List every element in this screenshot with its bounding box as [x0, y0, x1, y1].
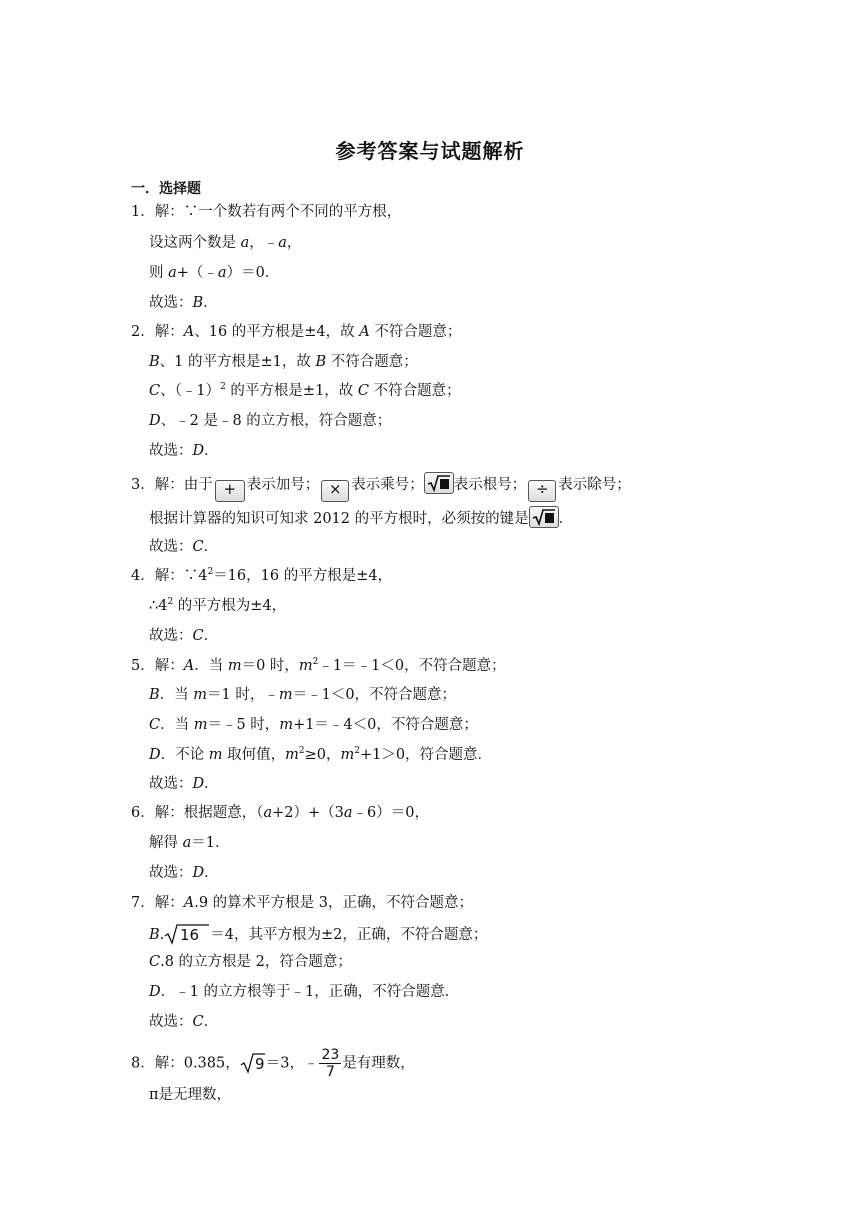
q2-line-5: 故选：D． — [149, 443, 219, 459]
sqrt-key-icon — [529, 506, 559, 528]
svg-text:9: 9 — [254, 1054, 265, 1073]
q1-line-1: 1．解：∵一个数若有两个不同的平方根， — [131, 204, 402, 220]
q7-line-4: D．﹣1 的立方根等于﹣1，正确，不符合题意． — [149, 984, 460, 1000]
section-heading: 一．选择题 — [131, 181, 201, 197]
q2-line-1: 2．解：A、16 的平方根是±4，故 A 不符合题意； — [131, 324, 462, 340]
q6-line-1: 6．解：根据题意，（a+2）+（3a﹣6）＝0， — [131, 805, 429, 821]
q7-line-5: 故选：C． — [149, 1014, 219, 1030]
q4-line-3: 故选：C． — [149, 628, 219, 644]
q2-line-3: C、（﹣1）$^2$ 的平方根是±1，故 C 不符合题意； — [149, 382, 461, 399]
q5-line-4: D．不论 m 取何值，$m^2\ge 0$，$m^2+1>0$，符合题意． — [149, 746, 493, 763]
q3-line-3: 故选：C． — [149, 539, 219, 555]
q8-line-2: π是无理数， — [149, 1087, 232, 1103]
q5-line-1: 5．解：A．当 m＝0 时，$m^2﹣1=﹣1<0$，不符合题意； — [131, 657, 506, 674]
q1-line-4: 故选：B． — [149, 295, 218, 311]
q7-line-3: C.8 的立方根是 2，符合题意； — [149, 954, 352, 970]
q2-line-2: B、1 的平方根是±1，故 B 不符合题意； — [149, 354, 418, 370]
q7-line-2: B. 16 ＝4，其平方根为±2，正确，不符合题意； — [149, 923, 487, 951]
q5-line-2: B．当 m＝1 时，﹣m＝﹣1＜0，不符合题意； — [149, 687, 457, 703]
sqrt-9-radical — [240, 1052, 266, 1080]
page-title: 参考答案与试题解析 — [335, 139, 525, 163]
q5-line-5: 故选：D． — [149, 776, 219, 792]
plus-key-icon: + — [215, 480, 245, 502]
q8-line-1: 8．解：0.385， 9 ＝3，﹣ $\frac{23}{7}$ 是有理数， — [131, 1047, 415, 1080]
q5-line-3: C．当 m＝﹣5 时，m+1＝﹣4＜0，不符合题意； — [149, 717, 478, 733]
q2-line-4: D、﹣2 是﹣8 的立方根，符合题意； — [149, 413, 392, 429]
sqrt-16-radical — [164, 923, 210, 951]
q4-line-1: 4．解：$\because 4^2=16$，16 的平方根是±4， — [131, 567, 393, 584]
svg-text:16: 16 — [180, 926, 200, 944]
fraction-23-7: $\frac{23}{7}$ — [321, 1047, 340, 1080]
q4-line-2: $\therefore 4^2$ 的平方根为±4， — [149, 597, 287, 614]
q6-line-3: 故选：D． — [149, 865, 219, 881]
q1-line-2: 设这两个数是 a，﹣a， — [149, 235, 302, 251]
divide-key-icon: ÷ — [528, 480, 556, 502]
q6-line-2: 解得 a＝1． — [149, 835, 230, 851]
q3-line-1: 3．解：由于 + 表示加号； × 表示乘号； 表示根号； ÷ 表示除号； — [131, 472, 631, 502]
sqrt-key-icon — [424, 472, 454, 494]
times-key-icon: × — [321, 480, 349, 502]
q7-line-1: 7．解：A.9 的算术平方根是 3，正确，不符合题意； — [131, 895, 473, 911]
q1-line-3: 则 a+（﹣a）＝0． — [149, 265, 280, 281]
q3-line-2: 根据计算器的知识可知求 2012 的平方根时，必须按的键是 ． — [149, 506, 573, 529]
